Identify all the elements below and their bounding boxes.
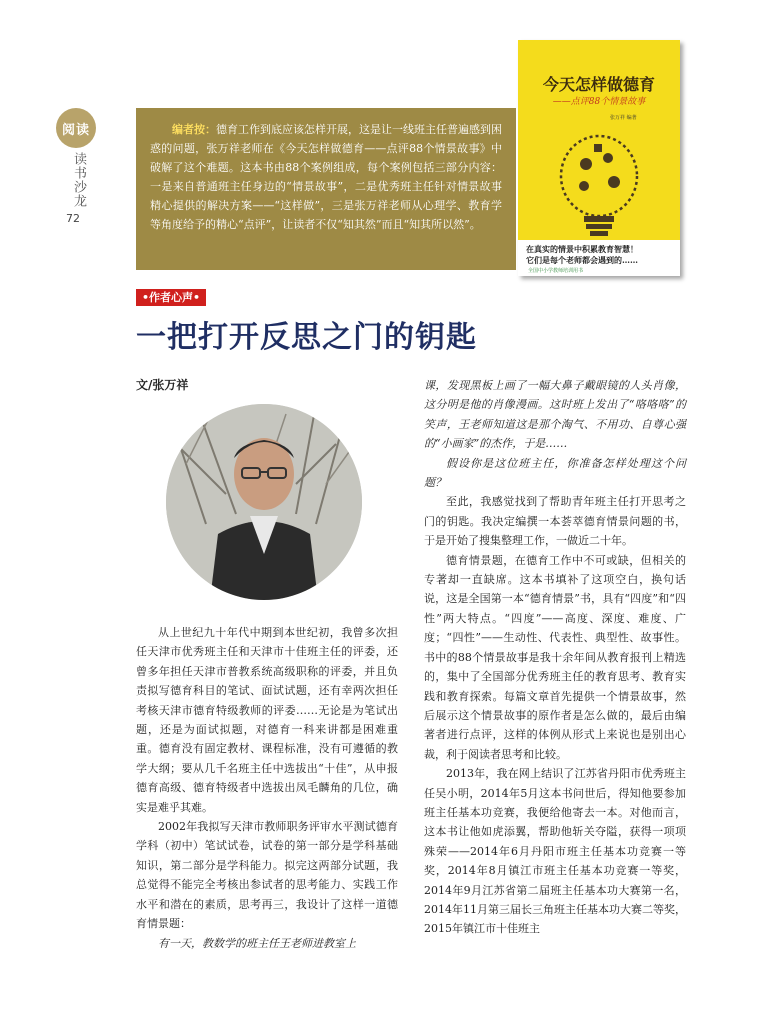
page-number: 72 (66, 212, 80, 225)
article-paragraph: 课，发现黑板上画了一幅大鼻子戴眼镜的人头肖像，这分明是他的肖像漫画。这时班上发出了“咯咯咯”的笑声，王老师知道这是那个淘气、不用功、自尊心强的“小画家”的杰作，于是…… (424, 379, 686, 451)
author-portrait (166, 404, 362, 600)
editor-note-body: 德育工作到底应该怎样开展，这是让一线班主任普遍感到困惑的问题，张万祥老师在《今天怎样做德育——点评88个情景故事》中破解了这个难题。这本书由88个案例组成，每个案例包括三部分内容：一是来自普通班主任身边的“情景故事”，二是优秀班主任针对情景故事精心提供的解决方案——“这样做”，三是张万祥老师从心理学、教育学等角度给予的精心“点评”，让读者不仅“知其然”而且“知其所以然”。 (150, 123, 502, 231)
article-byline: 文/张万祥 (136, 378, 189, 392)
article-paragraph: 至此，我感觉找到了帮助青年班主任打开思考之门的钥匙。我决定编撰一本荟萃德育情景问题的书，于是开始了搜集整理工作，一做近二十年。 (424, 495, 686, 548)
editor-note-box (136, 108, 516, 270)
book-slogan (526, 244, 674, 266)
book-author: 张万祥 编著 (610, 115, 637, 121)
book-subtitle: ——点评88个情景故事 (552, 97, 646, 107)
editor-note-label: 编者按： (172, 123, 216, 136)
article-paragraph: 假设你是这位班主任，你准备怎样处理这个问题？ (424, 456, 686, 490)
article-tag: •作者心声• (136, 289, 206, 306)
article-paragraph: 有一天，教数学的班主任王老师进教室上 (158, 936, 356, 950)
lightbulb-illustration (536, 124, 662, 242)
book-slogan-line: 它们是每个老师都会遇到的…… (526, 255, 638, 265)
book-title: 今天怎样做德育 (542, 75, 655, 94)
book-series: 全国中小学教师培训用书 (528, 268, 584, 274)
book-cover (518, 40, 680, 276)
section-badge: 阅读 (56, 108, 96, 148)
section-label: 读书沙龙 (71, 152, 86, 208)
editor-note-text (150, 120, 502, 234)
article-column-left (136, 623, 398, 953)
article-column-right (424, 376, 686, 939)
book-slogan-line: 在真实的情景中积累教育智慧！ (526, 244, 638, 254)
author-photo (166, 404, 362, 600)
article-paragraph: 2013年，我在网上结识了江苏省丹阳市优秀班主任吴小明，2014年5月这本书问世后，得知他要参加班主任基本功竞赛，我便给他寄去一本。对他而言，这本书让他如虎添翼，帮助他斩关夺隘，获得一项项殊荣——2014年6月丹阳市班主任基本功竞赛一等奖，2014年8月镇江市班主任基本功竞赛一等奖，2014年9月江苏省第二届班主任基本功大赛第一名，2014年11月第三届长三角班主任基本功大赛二等奖，2015年镇江市十佳班主 (424, 767, 686, 936)
article-title: 一把打开反思之门的钥匙 (136, 320, 477, 355)
article-paragraph: 德育情景题，在德育工作中不可或缺，但相关的专著却一直缺席。这本书填补了这项空白，换句话说，这是全国第一本“德育情景”书，具有“四度”和“四性”两大特点。“四度”——高度、深度、难度、广度；“四性”——生动性、代表性、典型性、故事性。书中的88个情景故事是我十余年间从教育报刊上精选的，集中了全国部分优秀班主任的教育思考、教育实践和教育探索。每篇文章首先提供一个情景故事，然后展示这个情景故事的原作者是怎么做的，最后由编著者进行点评，这样的体例从形式上来说也是别出心裁，利于阅读者思考和比较。 (424, 553, 686, 761)
article-paragraph: 从上世纪九十年代中期到本世纪初，我曾多次担任天津市优秀班主任和天津市十佳班主任的评委，还曾多年担任天津市普教系统高级职称的评委，并且负责拟写德育科目的笔试、面试试题，还有幸两次担任考核天津市德育特级教师的评委……无论是为笔试出题，还是为面试拟题，对德育一科来讲都是困难重重。德育没有固定教材、课程标准，没有可遵循的教学大纲；要从几千名班主任中选拔出“十佳”，从申报德育高级、德育特级者中选拔出凤毛麟角的几位，确实是难乎其难。 (136, 626, 398, 814)
article-paragraph: 2002年我拟写天津市教师职务评审水平测试德育学科（初中）笔试试卷，试卷的第一部分是学科基础知识，第二部分是学科能力。拟完这两部分试题，我总觉得不能完全考核出参试者的思考能力、实践工作水平和潜在的素质，思考再三，我设计了这样一道德育情景题： (136, 820, 398, 931)
